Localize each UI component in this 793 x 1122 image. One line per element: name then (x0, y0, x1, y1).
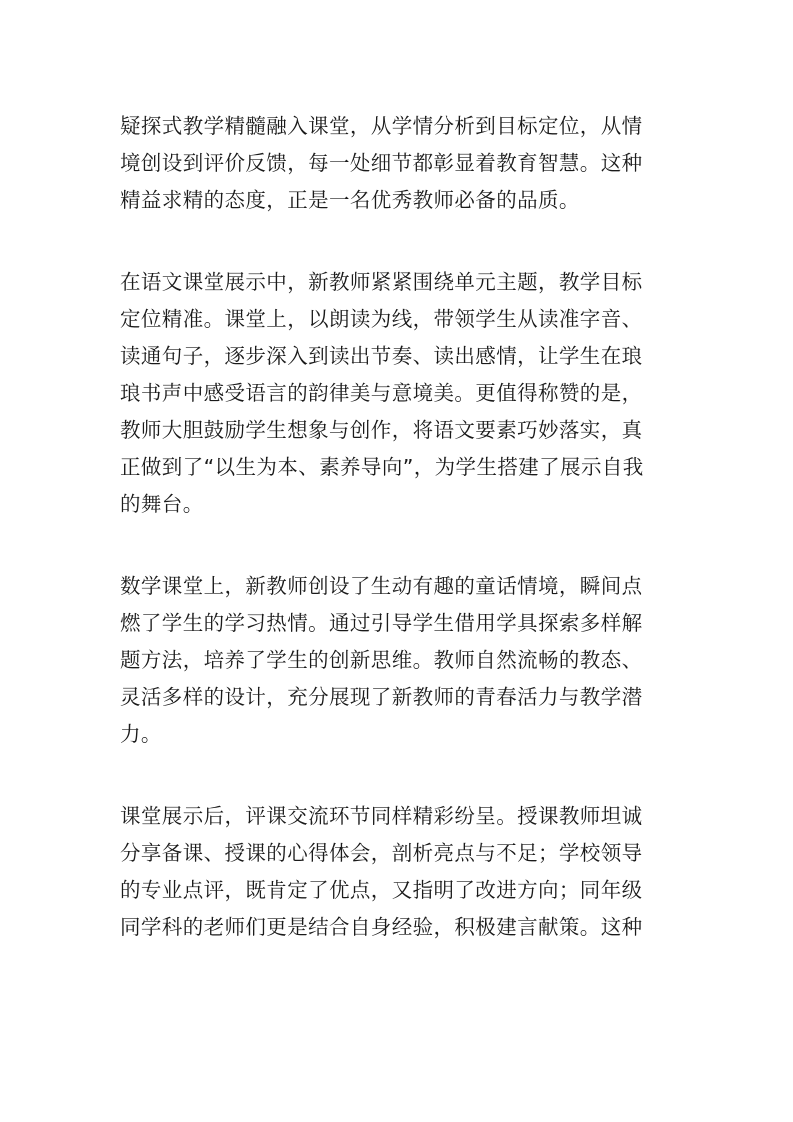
text-line: 力。 (120, 722, 162, 746)
text-line: 的专业点评，既肯定了优点，又指明了改进方向；同年级 (120, 878, 643, 902)
text-line: 燃了学生的学习热情。通过引导学生借用学具探索多样解 (120, 611, 643, 635)
text-line: 读通句子，逐步深入到读出节奏、读出感情，让学生在琅 (120, 344, 643, 368)
paragraph-3 (120, 568, 675, 753)
text-line: 境创设到评价反馈，每一处细节都彰显着教育智慧。这种 (120, 151, 643, 175)
text-line: 在语文课堂展示中，新教师紧紧围绕单元主题，教学目标 (120, 270, 643, 294)
text-line: 分享备课、授课的心得体会，剖析亮点与不足；学校领导 (120, 841, 643, 865)
text-line: 灵活多样的设计，充分展现了新教师的青春活力与教学潜 (120, 685, 643, 709)
text-line: 正做到了“以生为本、素养导向”，为学生搭建了展示自我 (120, 455, 644, 479)
text-line: 课堂展示后，评课交流环节同样精彩纷呈。授课教师坦诚 (120, 804, 643, 828)
text-line: 疑探式教学精髓融入课堂，从学情分析到目标定位，从情 (120, 114, 643, 138)
text-line: 同学科的老师们更是结合自身经验，积极建言献策。这种 (120, 915, 643, 939)
paragraph-4 (120, 798, 675, 946)
text-line: 精益求精的态度，正是一名优秀教师必备的品质。 (120, 188, 580, 212)
paragraph-2 (120, 264, 675, 523)
paragraph-1 (120, 108, 675, 219)
text-line: 教师大胆鼓励学生想象与创作，将语文要素巧妙落实，真 (120, 418, 643, 442)
text-line: 数学课堂上，新教师创设了生动有趣的童话情境，瞬间点 (120, 574, 643, 598)
text-line: 琅书声中感受语言的韵律美与意境美。更值得称赞的是， (120, 381, 643, 405)
text-line: 定位精准。课堂上，以朗读为线，带领学生从读准字音、 (120, 307, 643, 331)
text-line: 题方法，培养了学生的创新思维。教师自然流畅的教态、 (120, 648, 643, 672)
text-line: 的舞台。 (120, 492, 204, 516)
